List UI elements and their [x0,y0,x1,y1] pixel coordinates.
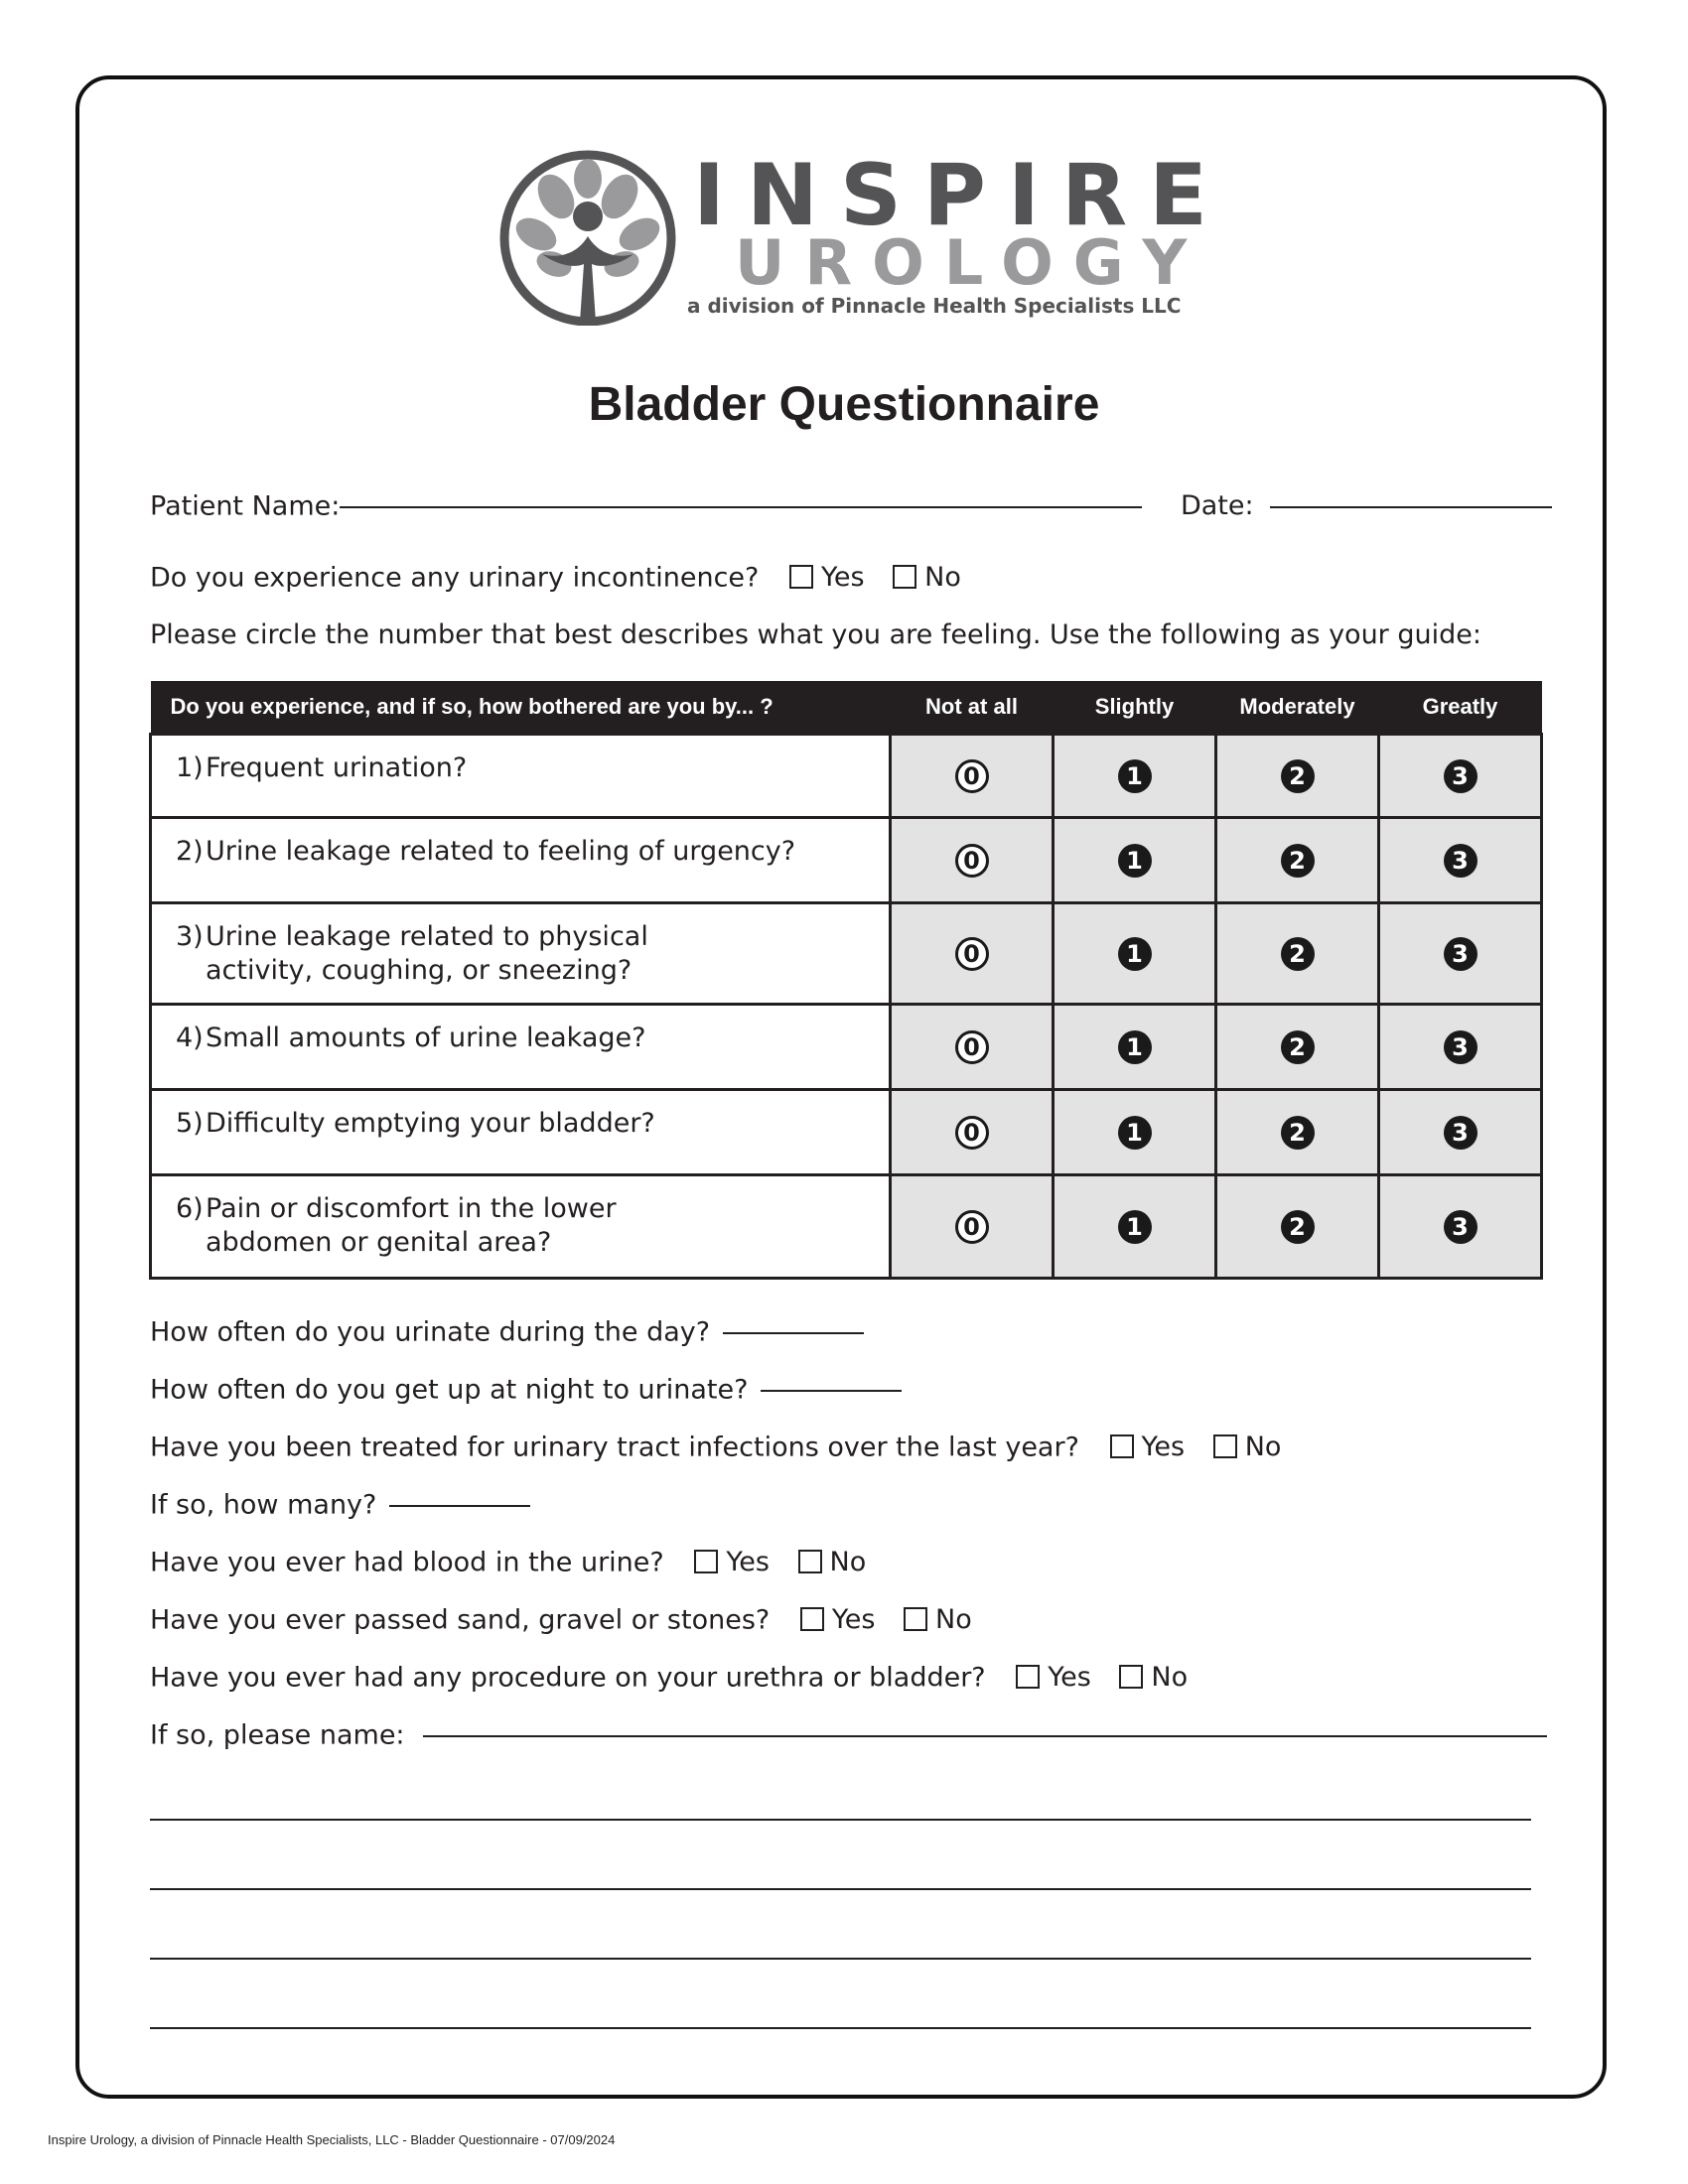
stones-row [150,1604,974,1637]
score-option-cell[interactable] [1054,903,1216,1005]
score-number[interactable]: 0 [955,1030,989,1064]
logo-name-top: INSPIRE [693,146,1229,245]
question-cell [151,1005,891,1090]
procedure-no-checkbox[interactable] [1119,1665,1143,1689]
table-row [151,903,1542,1005]
incontinence-yes-label: Yes [820,562,865,594]
incontinence-yes-checkbox[interactable] [789,565,813,589]
procedure-notes-line[interactable] [150,1958,1531,1960]
procedure-name-label: If so, please name: [150,1719,405,1751]
stones-no-checkbox[interactable] [904,1607,927,1631]
stones-yes-label: Yes [831,1604,876,1636]
score-number[interactable]: 0 [955,1116,989,1150]
instructions: Please circle the number that best describes what you are feeling. Use the following as your guide: [150,619,1481,650]
procedure-notes-line[interactable] [150,2027,1531,2029]
question-text: Frequent urination? [206,752,468,783]
blood-yes-label: Yes [726,1547,770,1578]
column-header: Slightly [1054,681,1216,735]
score-number[interactable]: 2 [1281,844,1315,878]
incontinence-row [150,562,963,595]
day-frequency-field[interactable] [723,1331,864,1334]
score-option-cell[interactable] [1216,735,1379,818]
uti-count-question: If so, how many? [150,1489,377,1521]
score-option-cell[interactable] [1216,1090,1379,1175]
column-header: Not at all [891,681,1054,735]
score-option-cell[interactable] [891,1005,1054,1090]
score-number[interactable]: 0 [955,937,989,971]
score-number[interactable]: 0 [955,759,989,793]
question-number: 3) [176,921,204,952]
procedure-name-field[interactable] [423,1734,1547,1737]
blood-question: Have you ever had blood in the urine? [150,1547,664,1578]
question-text-continued: activity, coughing, or sneezing? [206,954,633,986]
logo-tagline: a division of Pinnacle Health Specialists LLC [687,294,1182,318]
score-number[interactable]: 3 [1444,1030,1477,1064]
uti-no-label: No [1244,1432,1282,1463]
stones-question: Have you ever passed sand, gravel or stones? [150,1604,771,1636]
question-text-continued: abdomen or genital area? [206,1226,552,1258]
question-text: Difficulty emptying your bladder? [206,1108,655,1139]
uti-no-checkbox[interactable] [1213,1434,1237,1458]
symptom-table [149,681,1543,1280]
question-number: 2) [176,836,204,867]
score-number[interactable]: 3 [1444,759,1477,793]
procedure-notes-line[interactable] [150,1888,1531,1890]
date-label: Date: [1180,490,1254,522]
footer-text: Inspire Urology, a division of Pinnacle Health Specialists, LLC - Bladder Questionnaire - 07/09/2024 [48,2132,616,2147]
table-row [151,818,1542,903]
score-option-cell[interactable] [1379,1175,1542,1279]
score-number[interactable]: 1 [1118,759,1152,793]
column-header: Greatly [1379,681,1542,735]
question-number: 1) [176,752,204,783]
blood-no-checkbox[interactable] [798,1550,822,1573]
question-text: Small amounts of urine leakage? [206,1023,646,1053]
question-text: Pain or discomfort in the lower [206,1193,617,1224]
score-number[interactable]: 3 [1444,844,1477,878]
question-cell [151,903,891,1005]
uti-question: Have you been treated for urinary tract infections over the last year? [150,1432,1079,1463]
blood-row [150,1547,868,1579]
question-cell [151,1090,891,1175]
patient-name-field[interactable] [340,505,1142,508]
procedure-notes-line[interactable] [150,1819,1531,1821]
procedure-no-label: No [1151,1662,1189,1694]
score-option-cell[interactable] [1216,818,1379,903]
question-number: 4) [176,1023,204,1053]
question-number: 6) [176,1193,204,1224]
score-option-cell[interactable] [1054,1090,1216,1175]
score-number[interactable]: 3 [1444,1116,1477,1150]
stones-yes-checkbox[interactable] [800,1607,824,1631]
score-number[interactable]: 0 [955,1210,989,1244]
score-option-cell[interactable] [1054,1175,1216,1279]
table-row [151,1175,1542,1279]
incontinence-no-checkbox[interactable] [893,565,916,589]
day-frequency-question: How often do you urinate during the day? [150,1316,711,1348]
question-cell [151,735,891,818]
score-option-cell[interactable] [1379,735,1542,818]
score-number[interactable]: 2 [1281,937,1315,971]
incontinence-no-label: No [924,562,961,594]
question-text: Urine leakage related to physical [206,921,648,952]
score-number[interactable]: 2 [1281,1116,1315,1150]
table-header-question: Do you experience, and if so, how bothered are you by... ? [151,681,891,735]
uti-count-field[interactable] [389,1504,530,1507]
score-option-cell[interactable] [891,1175,1054,1279]
procedure-name-row [150,1719,1547,1752]
score-option-cell[interactable] [891,735,1054,818]
table-header-row [151,681,1542,735]
score-option-cell[interactable] [891,903,1054,1005]
night-frequency-row [150,1374,902,1407]
procedure-yes-checkbox[interactable] [1016,1665,1040,1689]
tree-emblem-icon [496,147,679,326]
score-number[interactable]: 1 [1118,937,1152,971]
table-row [151,1090,1542,1175]
uti-yes-checkbox[interactable] [1110,1434,1134,1458]
logo [496,146,1229,326]
score-option-cell[interactable] [1379,903,1542,1005]
score-option-cell[interactable] [1054,1005,1216,1090]
night-frequency-question: How often do you get up at night to urinate? [150,1374,749,1406]
score-number[interactable]: 3 [1444,937,1477,971]
score-number[interactable]: 1 [1118,1210,1152,1244]
score-option-cell[interactable] [1054,735,1216,818]
score-option-cell[interactable] [1216,1175,1379,1279]
score-option-cell[interactable] [1379,1005,1542,1090]
logo-name-bottom: UROLOGY [735,226,1207,299]
score-number[interactable]: 3 [1444,1210,1477,1244]
score-number[interactable]: 2 [1281,759,1315,793]
patient-info-row [150,490,1552,523]
page-title: Bladder Questionnaire [588,378,1100,431]
score-number[interactable]: 0 [955,844,989,878]
score-option-cell[interactable] [1216,903,1379,1005]
question-text: Urine leakage related to feeling of urgency? [206,836,796,867]
blood-yes-checkbox[interactable] [694,1550,718,1573]
score-option-cell[interactable] [1379,1090,1542,1175]
column-header: Moderately [1216,681,1379,735]
stones-no-label: No [935,1604,972,1636]
uti-row [150,1432,1283,1464]
procedure-row [150,1662,1190,1695]
question-number: 5) [176,1108,204,1139]
procedure-question: Have you ever had any procedure on your urethra or bladder? [150,1662,986,1694]
day-frequency-row [150,1316,864,1349]
score-number[interactable]: 1 [1118,1116,1152,1150]
uti-count-row [150,1489,530,1522]
procedure-yes-label: Yes [1048,1662,1091,1694]
score-number[interactable]: 2 [1281,1210,1315,1244]
question-cell [151,1175,891,1279]
score-option-cell[interactable] [1054,818,1216,903]
score-option-cell[interactable] [1379,818,1542,903]
score-number[interactable]: 1 [1118,844,1152,878]
patient-name-label: Patient Name: [150,490,341,522]
score-number[interactable]: 1 [1118,1030,1152,1064]
table-row [151,1005,1542,1090]
score-option-cell[interactable] [1216,1005,1379,1090]
night-frequency-field[interactable] [761,1389,902,1392]
incontinence-question: Do you experience any urinary incontinence? [150,562,760,594]
score-option-cell[interactable] [891,818,1054,903]
question-cell [151,818,891,903]
uti-yes-label: Yes [1141,1432,1186,1463]
score-number[interactable]: 2 [1281,1030,1315,1064]
table-row [151,735,1542,818]
blood-no-label: No [829,1547,867,1578]
score-option-cell[interactable] [891,1090,1054,1175]
date-field[interactable] [1270,505,1552,508]
